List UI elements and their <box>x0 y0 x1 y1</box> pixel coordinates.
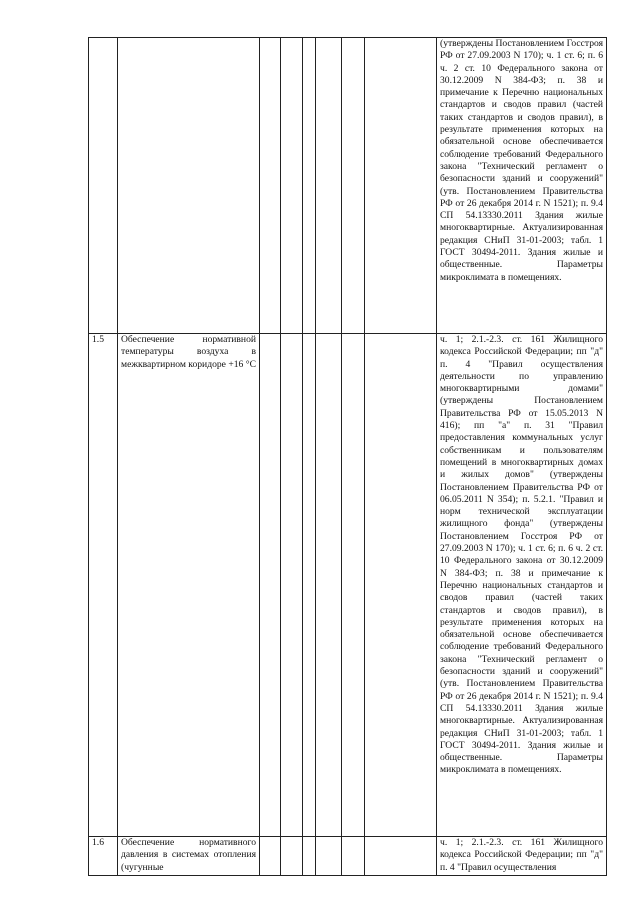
empty-cell <box>281 837 303 876</box>
empty-cell <box>365 837 437 876</box>
empty-cell <box>365 38 437 334</box>
row-description: Обеспечение нормативной температуры воздуха в межквартирном коридоре +16 °С <box>118 334 260 837</box>
row-legal-basis: (утверждены Постановлением Госстроя РФ от 27.09.2003 N 170); ч. 1 ст. 6; п. 6 ч. 2 ст. 10 Федерального закона от 30.12.2009 N 384-ФЗ; п. 38 и примечание к Перечню национальных стандартов и сводов правил (частей таких стандартов и сводов правил), в результате применения которых на обязательной основе обеспечивается соблюдение требований Федерального закона "Технический регламент о безопасности зданий и сооружений" (утв. Постановлением Правительства РФ от 26 декабря 2014 г. N 1521); п. 9.4 СП 54.13330.2011 Здания жилые многоквартирные. Актуализированная редакция СНиП 31-01-2003; табл. 1 ГОСТ 30494-2011. Здания жилые и общественные. Параметры микроклимата в помещениях. <box>437 38 607 334</box>
empty-cell <box>260 837 281 876</box>
empty-cell <box>342 334 365 837</box>
row-number: 1.5 <box>89 334 118 837</box>
row-number: 1.6 <box>89 837 118 876</box>
table-row <box>89 334 607 837</box>
empty-cell <box>303 334 316 837</box>
empty-cell <box>281 334 303 837</box>
empty-cell <box>316 837 342 876</box>
row-description <box>118 38 260 334</box>
empty-cell <box>260 38 281 334</box>
empty-cell <box>316 38 342 334</box>
empty-cell <box>342 837 365 876</box>
row-legal-basis: ч. 1; 2.1.-2.3. ст. 161 Жилищного кодекса Российской Федерации; пп "д" п. 4 "Правил осуществления деятельности по управлению многоквартирными домами" (утверждены Постановлением Правительства РФ от 15.05.2013 N 416); пп "а" п. 31 "Правил предоставления коммунальных услуг собственникам и пользователям помещений в многоквартирных домах и жилых домов" (утверждены Постановлением Правительства РФ от 06.05.2011 N 354); п. 5.2.1. "Правил и норм технической эксплуатации жилищного фонда" (утверждены Постановлением Госстроя РФ от 27.09.2003 N 170); ч. 1 ст. 6; п. 6 ч. 2 ст. 10 Федерального закона от 30.12.2009 N 384-ФЗ; п. 38 и примечание к Перечню национальных стандартов и сводов правил (частей таких стандартов и сводов правил), в результате применения которых на обязательной основе обеспечивается соблюдение требований Федерального закона "Технический регламент о безопасности зданий и сооружений" (утв. Постановлением Правительства РФ от 26 декабря 2014 г. N 1521); п. 9.4 СП 54.13330.2011 Здания жилые многоквартирные. Актуализированная редакция СНиП 31-01-2003; табл. 1 ГОСТ 30494-2011. Здания жилые и общественные. Параметры микроклимата в помещениях. <box>437 334 607 837</box>
empty-cell <box>342 38 365 334</box>
empty-cell <box>303 38 316 334</box>
table-row <box>89 38 607 334</box>
empty-cell <box>316 334 342 837</box>
empty-cell <box>281 38 303 334</box>
requirements-table <box>88 37 607 876</box>
empty-cell <box>303 837 316 876</box>
row-number <box>89 38 118 334</box>
table-row <box>89 837 607 876</box>
row-legal-basis: ч. 1; 2.1.-2.3. ст. 161 Жилищного кодекса Российской Федерации; пп "д" п. 4 "Правил осуществления <box>437 837 607 876</box>
empty-cell <box>260 334 281 837</box>
empty-cell <box>365 334 437 837</box>
row-description: Обеспечение нормативного давления в системах отопления (чугунные <box>118 837 260 876</box>
